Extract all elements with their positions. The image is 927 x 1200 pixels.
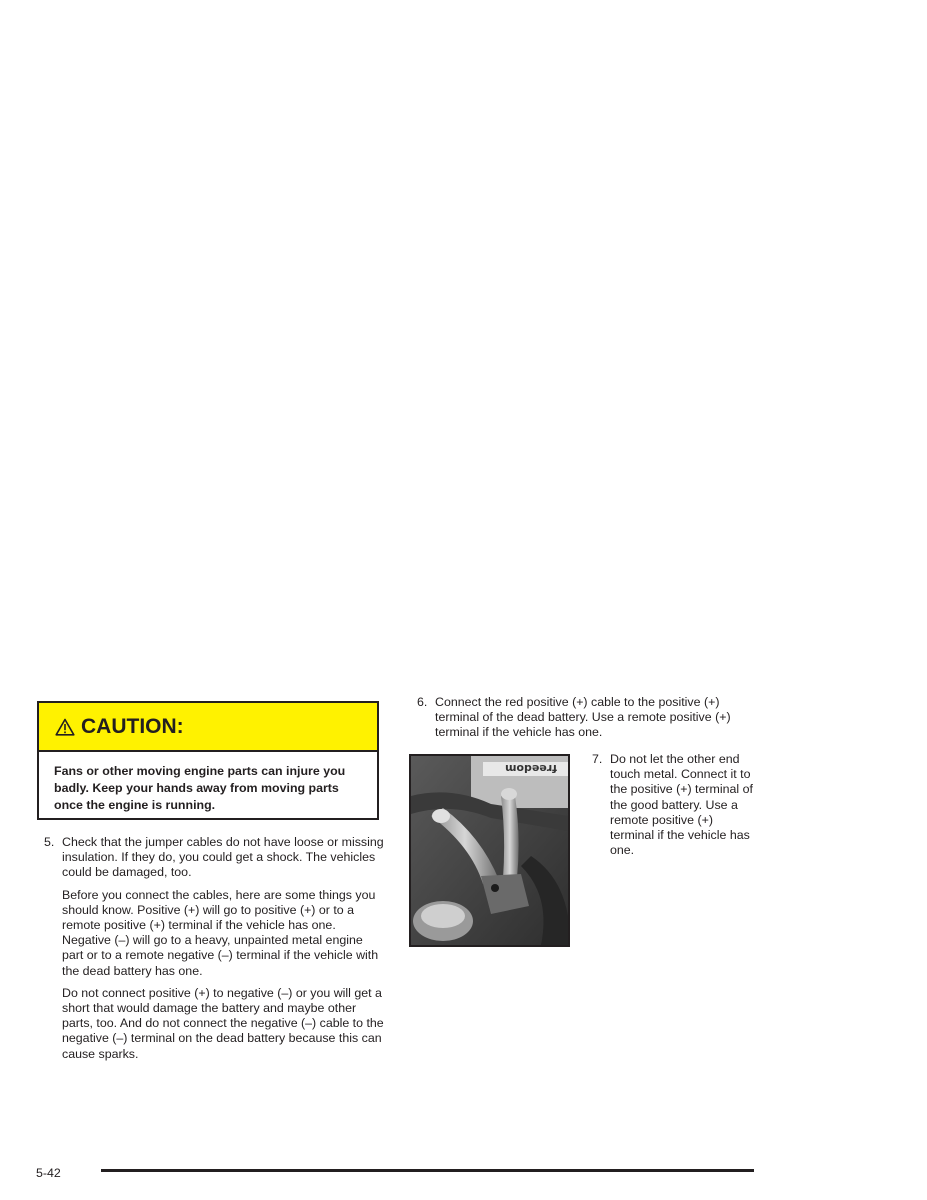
step-5 xyxy=(44,835,384,1069)
warning-triangle-icon xyxy=(55,718,75,736)
step-paragraph: Check that the jumper cables do not have loose or missing insulation. If they do, you could get a shock. The vehicles could be damaged, too. xyxy=(62,835,384,880)
step-number: 7. xyxy=(592,752,603,766)
battery-label-text: freedom xyxy=(504,762,557,775)
battery-clamp-illustration xyxy=(411,756,568,945)
step-paragraph: Connect the red positive (+) cable to the positive (+) terminal of the dead battery. Use a remote positive (+) terminal if the vehicle has one. xyxy=(435,695,731,740)
step-7 xyxy=(592,752,757,865)
step-number: 6. xyxy=(417,695,428,709)
jumper-cable-photo xyxy=(409,754,570,947)
caution-title: CAUTION: xyxy=(81,714,184,738)
step-number: 5. xyxy=(44,835,55,849)
caution-text: Fans or other moving engine parts can injure you badly. Keep your hands away from moving parts once the engine is running. xyxy=(54,764,346,812)
footer-rule xyxy=(101,1169,754,1172)
caution-box xyxy=(37,701,379,820)
caution-header xyxy=(39,703,377,752)
step-paragraph: Do not let the other end touch metal. Connect it to the positive (+) terminal of the good battery. Use a remote positive (+) terminal if the vehicle has one. xyxy=(610,752,753,858)
step-paragraph: Before you connect the cables, here are some things you should know. Positive (+) will go to positive (+) or to a remote positive (+) terminal if the vehicle has one. Negative (–) will go to a heavy, unpainted metal engine part or to a remote negative (–) terminal if the vehicle with the dead battery has one. xyxy=(62,887,379,978)
step-6 xyxy=(417,695,762,748)
page-number: 5-42 xyxy=(36,1166,61,1180)
step-paragraph: Do not connect positive (+) to negative (–) or you will get a short that would damage the battery and maybe other parts, too. And do not connect the negative (–) cable to the negative (–) terminal on the dead battery because this can cause sparks. xyxy=(62,985,384,1061)
